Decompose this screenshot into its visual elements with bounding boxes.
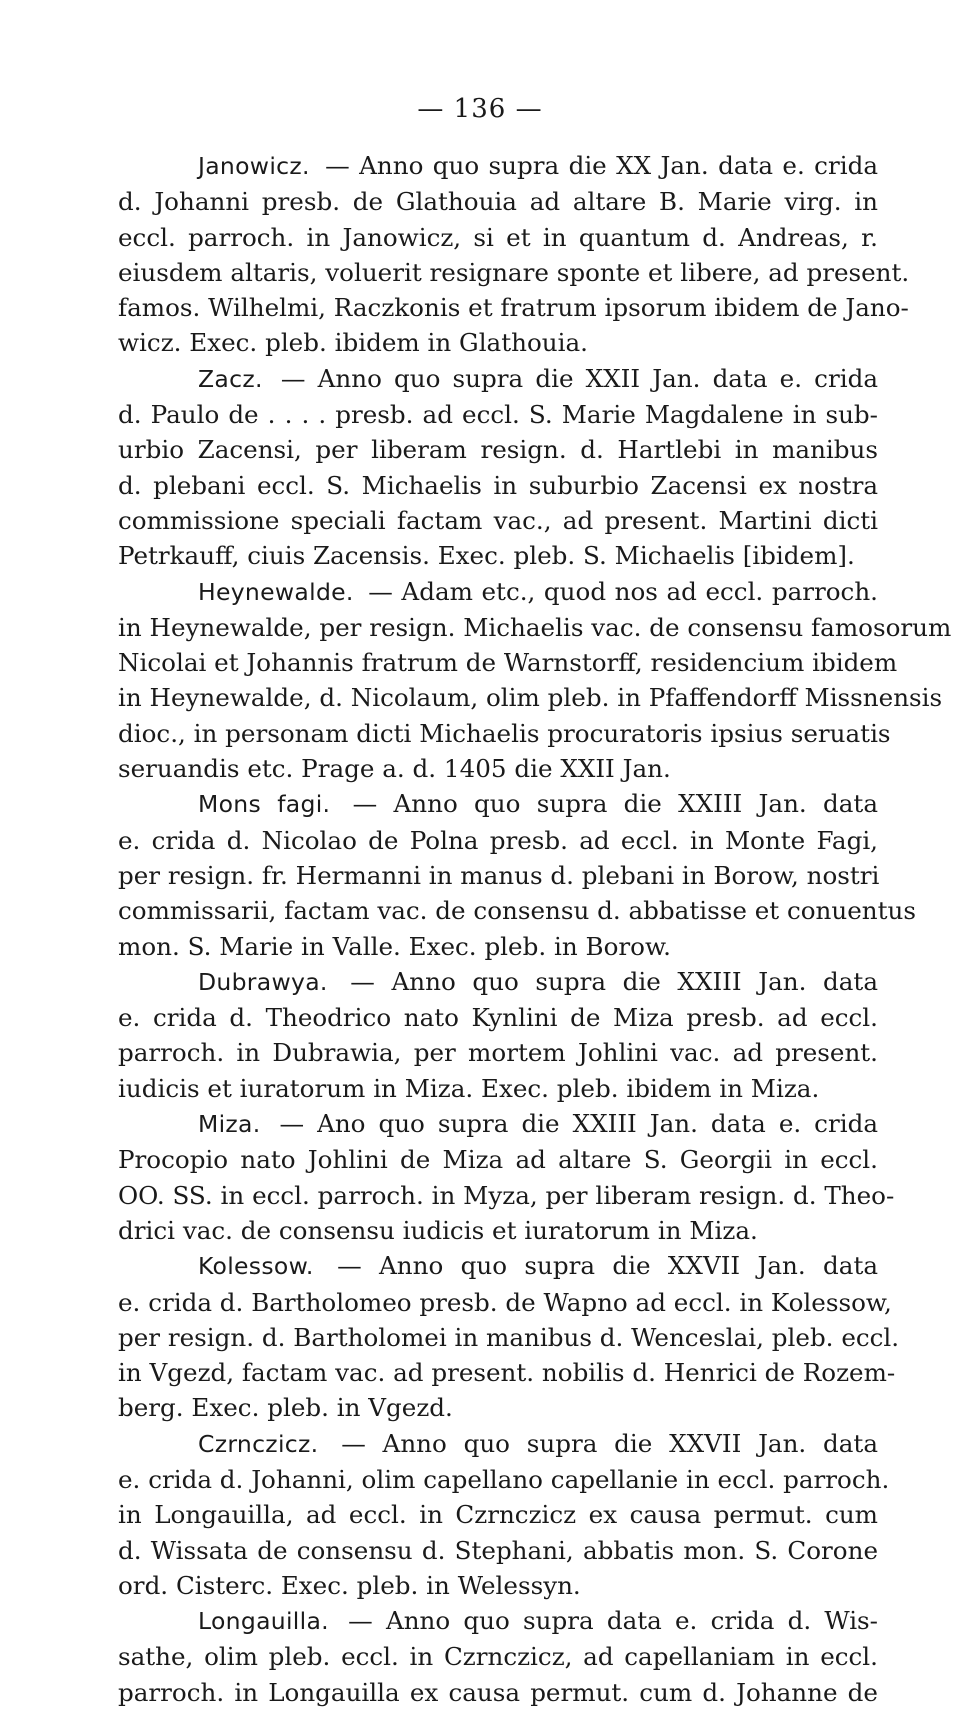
entry-heading: Czrnczicz. bbox=[198, 1429, 319, 1458]
entry-line: mon. S. Marie in Valle. Exec. pleb. in Borow. bbox=[118, 931, 671, 961]
entry-line: — Anno quo supra die XXVII Jan. data bbox=[337, 1251, 878, 1281]
entry-mons-fagi bbox=[118, 786, 916, 963]
entry-line: drici vac. de consensu iudicis et iuratorum in Miza. bbox=[118, 1215, 758, 1245]
entry-line: in Heynewalde, d. Nicolaum, olim pleb. in Pfaffendorff Missnensis bbox=[118, 683, 943, 713]
entry-line: d. Paulo de . . . . presb. ad eccl. S. Marie Magdalene in sub- bbox=[118, 400, 878, 430]
entry-janowicz bbox=[118, 148, 910, 361]
entry-line: in Longauilla, ad eccl. in Czrnczicz ex causa permut. cum bbox=[118, 1500, 878, 1530]
entry-heading: Janowicz. bbox=[198, 152, 310, 180]
entry-heading: Kolessow. bbox=[198, 1252, 314, 1281]
entry-kolessow bbox=[118, 1248, 900, 1425]
entry-line: eccl. parroch. in Janowicz, si et in quantum d. Andreas, r. bbox=[118, 222, 878, 252]
entry-line: seruandis etc. Prage a. d. 1405 die XXII Jan. bbox=[118, 754, 671, 784]
entry-line: Procopio nato Johlini de Miza ad altare S. Georgii in eccl. bbox=[118, 1145, 878, 1175]
text-body bbox=[118, 148, 952, 1710]
entry-line: dioc., in personam dicti Michaelis procuratoris ipsius seruatis bbox=[118, 718, 891, 748]
entry-line: d. Johanni presb. de Glathouia ad altare B. Marie virg. in bbox=[118, 187, 878, 217]
entry-line: wicz. Exec. pleb. ibidem in Glathouia. bbox=[118, 328, 588, 358]
entry-heading: Longauilla. bbox=[198, 1607, 329, 1636]
entry-heading: Miza. bbox=[198, 1110, 261, 1139]
entry-line: famos. Wilhelmi, Raczkonis et fratrum ipsorum ibidem de Jano- bbox=[118, 293, 909, 323]
entry-czrnczicz bbox=[118, 1426, 890, 1603]
entry-line: ord. Cisterc. Exec. pleb. in Welessyn. bbox=[118, 1570, 581, 1600]
entry-dubrawya bbox=[118, 964, 878, 1106]
entry-line: e. crida d. Theodrico nato Kynlini de Miza presb. ad eccl. bbox=[118, 1003, 878, 1033]
entry-line: OO. SS. in eccl. parroch. in Myza, per liberam resign. d. Theo- bbox=[118, 1180, 895, 1210]
entry-line: d. Wissata de consensu d. Stephani, abbatis mon. S. Corone bbox=[118, 1535, 878, 1565]
entry-line: — Anno quo supra die XX Jan. data e. crida bbox=[325, 151, 878, 180]
entry-line: — Anno quo supra data e. crida d. Wis- bbox=[348, 1606, 878, 1636]
entry-line: e. crida d. Nicolao de Polna presb. ad eccl. in Monte Fagi, bbox=[118, 825, 878, 855]
entry-line: — Anno quo supra die XXIII Jan. data bbox=[350, 966, 878, 996]
entry-line: iudicis et iuratorum in Miza. Exec. pleb. ibidem in Miza. bbox=[118, 1073, 820, 1103]
entry-heading: Mons fagi. bbox=[198, 790, 331, 819]
entry-line: Petrkauff, ciuis Zacensis. Exec. pleb. S. Michaelis [ibidem]. bbox=[118, 541, 855, 571]
entry-line: — Ano quo supra die XXIII Jan. data e. crida bbox=[279, 1109, 878, 1139]
entry-line: berg. Exec. pleb. in Vgezd. bbox=[118, 1393, 453, 1423]
entry-line: commissarii, factam vac. de consensu d. abbatisse et conuentus bbox=[118, 896, 916, 926]
entry-miza bbox=[118, 1106, 895, 1248]
entry-line: per resign. d. Bartholomei in manibus d. Wenceslai, pleb. eccl. bbox=[118, 1322, 900, 1352]
entry-heading: Dubrawya. bbox=[198, 967, 328, 996]
entry-longauilla bbox=[118, 1603, 878, 1710]
entry-line: eiusdem altaris, voluerit resignare sponte et libere, ad present. bbox=[118, 257, 910, 287]
entry-line: — Anno quo supra die XXII Jan. data e. crida bbox=[280, 363, 878, 393]
entry-line: sathe, olim pleb. eccl. in Czrnczicz, ad capellaniam in eccl. bbox=[118, 1642, 878, 1672]
entry-heading: Zacz. bbox=[198, 364, 263, 393]
entry-line: per resign. fr. Hermanni in manus d. plebani in Borow, nostri bbox=[118, 860, 880, 890]
entry-line: e. crida d. Johanni, olim capellano capellanie in eccl. parroch. bbox=[118, 1464, 890, 1494]
entry-line: Nicolai et Johannis fratrum de Warnstorff, residencium ibidem bbox=[118, 648, 898, 678]
entry-line: urbio Zacensi, per liberam resign. d. Hartlebi in manibus bbox=[118, 435, 878, 465]
entry-line: — Anno quo supra die XXIII Jan. data bbox=[352, 789, 878, 819]
entry-line: in Vgezd, factam vac. ad present. nobilis d. Henrici de Rozem- bbox=[118, 1358, 896, 1388]
entry-line: — Adam etc., quod nos ad eccl. parroch. bbox=[368, 576, 878, 606]
entry-line: in Heynewalde, per resign. Michaelis vac. de consensu famosorum bbox=[118, 612, 952, 642]
entry-line: e. crida d. Bartholomeo presb. de Wapno ad eccl. in Kolessow, bbox=[118, 1287, 892, 1317]
entry-line: d. plebani eccl. S. Michaelis in suburbio Zacensi ex nostra bbox=[118, 470, 878, 500]
entry-heading: Heynewalde. bbox=[198, 577, 354, 606]
entry-heynewalde bbox=[118, 574, 952, 787]
page-number: — 136 — bbox=[417, 94, 543, 124]
entry-line: commissione speciali factam vac., ad present. Martini dicti bbox=[118, 505, 878, 535]
entry-zacz bbox=[118, 361, 878, 574]
entry-line: — Anno quo supra die XXVII Jan. data bbox=[341, 1428, 878, 1458]
entry-line: parroch. in Dubrawia, per mortem Johlini vac. ad present. bbox=[118, 1038, 878, 1068]
entry-line: parroch. in Longauilla ex causa permut. cum d. Johanne de bbox=[118, 1677, 878, 1707]
